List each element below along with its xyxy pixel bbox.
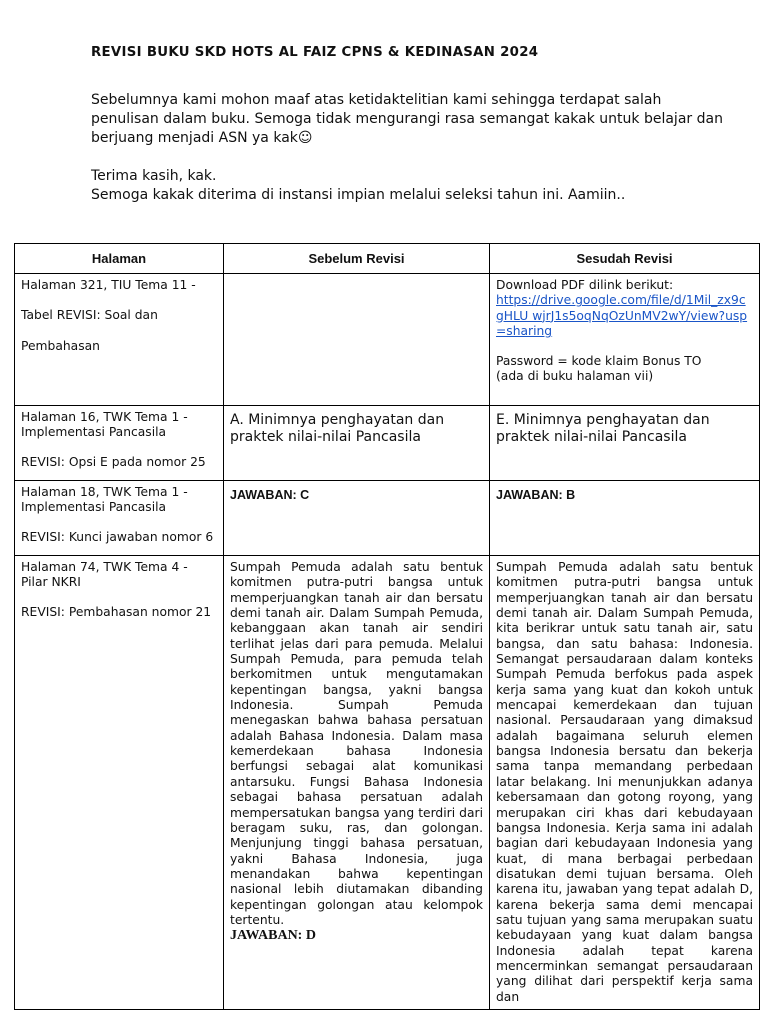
row1-halaman-line1: Halaman 321, TIU Tema 11 - xyxy=(21,278,196,292)
row1-download-text: Download PDF dilink berikut: xyxy=(496,278,674,292)
row2-halaman-text: Halaman 16, TWK Tema 1 - Implementasi Pancasila xyxy=(21,410,188,440)
table-header-row xyxy=(15,244,760,274)
row4-sebelum xyxy=(224,556,490,1010)
row3-revisi-text: REVISI: Kunci jawaban nomor 6 xyxy=(21,529,214,544)
intro-thanks: Terima kasih, kak. xyxy=(91,168,217,184)
row3-sesudah xyxy=(490,481,760,556)
revision-table xyxy=(14,243,760,1010)
row4-sesudah xyxy=(490,556,760,1010)
table-row xyxy=(15,556,760,1010)
row2-revisi-text: REVISI: Opsi E pada nomor 25 xyxy=(21,454,206,469)
row1-halaman-line2: Tabel REVISI: Soal dan xyxy=(21,308,158,323)
row2-sesudah-option: E. Minimnya penghayatan dan praktek nilai-nilai Pancasila xyxy=(496,412,710,445)
drive-download-link[interactable]: https://drive.google.com/file/d/1Mil_zx9cgHLU wjrJ1s5oqNqOzUnMV2wY/view?usp=sharing xyxy=(496,293,748,338)
smile-emoji-icon: ☺ xyxy=(297,130,313,146)
table-row xyxy=(15,481,760,556)
row2-halaman xyxy=(15,406,224,481)
row2-sebelum xyxy=(224,406,490,481)
row1-halaman-line3: Pembahasan xyxy=(21,338,100,353)
row3-sebelum-answer: JAWABAN: C xyxy=(230,488,310,502)
table-row xyxy=(15,274,760,406)
row4-sesudah-text: Sumpah Pemuda adalah satu bentuk komitmen putra-putri bangsa untuk memperjuangkan tanah air dan bersatu demi tanah air. Dalam Sumpah Pemuda, kita berikrar untuk satu tanah air, satu bangsa, dan satu bahasa: Indonesia. Semangat persaudaraan dalam konteks Sumpah Pemuda berfokus pada aspek kerja sama yang kuat dan kokoh untuk mencapai kemerdekaan dan tujuan nasional. Persaudaraan yang dimaksud adalah bagaimana seluruh elemen bangsa Indonesia bersatu dan bekerja sama tanpa memandang perbedaan latar belakang. Ini menunjukkan adanya kebersamaan dan gotong royong, yang merupakan ciri khas dari kebudayaan bangsa Indonesia. Kerja sama ini adalah bagian dari kebudayaan Indonesia yang kuat, di mana berbagai perbedaan disatukan demi tujuan bersama. Oleh karena itu, jawaban yang tepat adalah D, karena bekerja sama demi mencapai satu tujuan yang sama merupakan suatu kebudayaan yang kuat dalam bangsa Indonesia adalah tepat karena mencerminkan semangat persaudaraan yang dilihat dari perspektif kerja sama dan xyxy=(496,560,753,1004)
intro-apology xyxy=(91,91,731,148)
document-title: REVISI BUKU SKD HOTS AL FAIZ CPNS & KEDINASAN 2024 xyxy=(91,45,539,60)
row2-sesudah xyxy=(490,406,760,481)
table-row xyxy=(15,406,760,481)
row4-sebelum-text: Sumpah Pemuda adalah satu bentuk komitmen putra-putri bangsa untuk memperjuangkan tanah air dan bersatu demi tanah air. Dalam Sumpah Pemuda, kebanggaan akan tanah air sendiri terlihat jelas dari para pemuda. Melalui Sumpah Pemuda, para pemuda telah berkomitmen untuk mengutamakan kepentingan bangsa, yakni bangsa Indonesia. Sumpah Pemuda menegaskan bahwa bahasa persatuan adalah Bahasa Indonesia. Dalam masa kemerdekaan bahasa Indonesia berfungsi sebagai alat komunikasi antarsuku. Fungsi Bahasa Indonesia sebagai bahasa persatuan adalah mempersatukan bangsa yang terdiri dari beragam suku, ras, dan golongan. Menjunjung tinggi bahasa persatuan, yakni Bahasa Indonesia, juga menandakan bahwa kepentingan nasional lebih diutamakan dibanding kepentingan golongan atau kelompok tertentu. xyxy=(230,560,483,927)
row3-halaman xyxy=(15,481,224,556)
intro-section xyxy=(91,91,731,205)
row4-sebelum-answer: JAWABAN: D xyxy=(230,928,316,944)
row3-sesudah-answer: JAWABAN: B xyxy=(496,488,576,502)
intro-apology-text: Sebelumnya kami mohon maaf atas ketidaktelitian kami sehingga terdapat salah penulisan dalam buku. Semoga tidak mengurangi rasa semangat kakak untuk belajar dan berjuang menjadi ASN ya kak xyxy=(91,92,723,146)
header-sebelum: Sebelum Revisi xyxy=(224,244,490,274)
row1-password-note: (ada di buku halaman vii) xyxy=(496,369,654,384)
row3-sebelum xyxy=(224,481,490,556)
row3-halaman-text: Halaman 18, TWK Tema 1 - Implementasi Pancasila xyxy=(21,485,188,515)
row1-sebelum xyxy=(224,274,490,406)
row4-revisi-text: REVISI: Pembahasan nomor 21 xyxy=(21,604,212,619)
row1-sesudah xyxy=(490,274,760,406)
header-sesudah: Sesudah Revisi xyxy=(490,244,760,274)
intro-wish: Semoga kakak diterima di instansi impian melalui seleksi tahun ini. Aamiin.. xyxy=(91,187,626,203)
row4-halaman-text: Halaman 74, TWK Tema 4 - Pilar NKRI xyxy=(21,560,188,590)
row1-halaman xyxy=(15,274,224,406)
row1-password: Password = kode klaim Bonus TO xyxy=(496,354,702,369)
row2-sebelum-option: A. Minimnya penghayatan dan praktek nilai-nilai Pancasila xyxy=(230,412,445,445)
header-halaman: Halaman xyxy=(15,244,224,274)
row4-halaman xyxy=(15,556,224,1010)
